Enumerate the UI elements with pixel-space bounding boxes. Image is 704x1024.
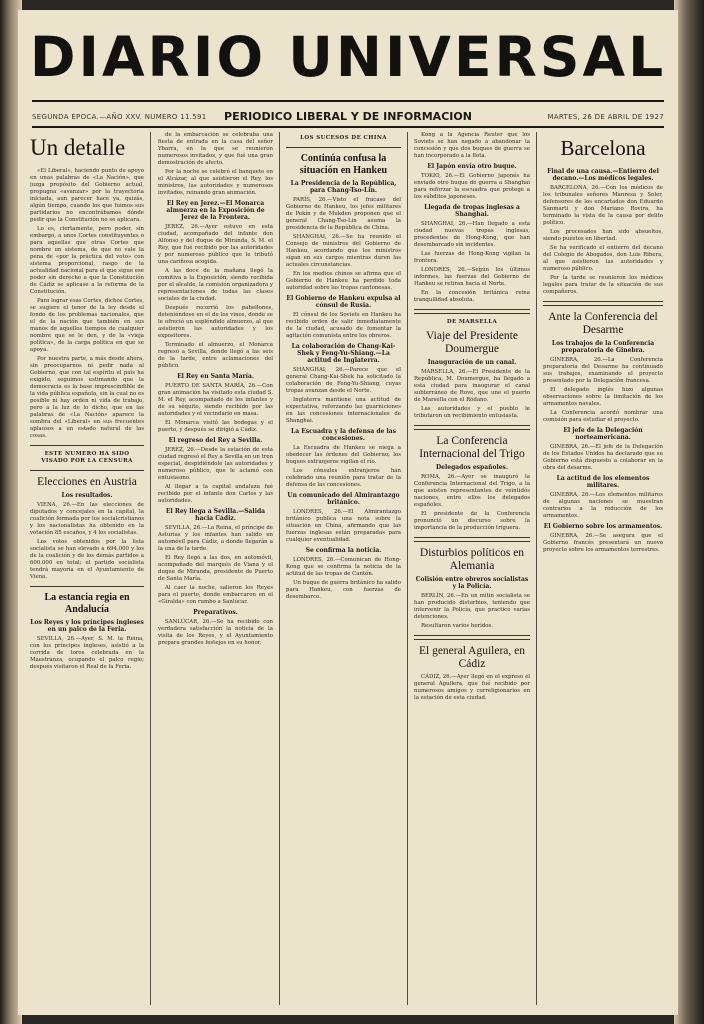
article-paragraph: Resultaron varios heridos.: [421, 623, 494, 629]
article-paragraph: El cónsul de los Soviets en Hankeu ha recibido orden de salir inmediatamente de la ciudad, acusado de fomentar la agitación comunista entre los obreros.: [286, 312, 401, 339]
article-paragraph: SHANGHAI, 26.—Han llegado a esta ciudad nuevas tropas inglesas, procedentes de Hong-Kong, que han desembarcado sin incidentes.: [414, 221, 530, 248]
masthead-title: DIARIO UNIVERSAL: [29, 25, 667, 89]
subheading: Delegados españoles.: [435, 464, 509, 471]
article-paragraph: Kong a la Agencia Reuter que los Soviets se han negado a abandonar la concesión y que dos buques de guerra se han incorporado a la flota.: [414, 132, 530, 159]
article-paragraph: Un buque de guerra británico ha salido para Hankeu, con fuerzas de desembarco.: [286, 580, 401, 600]
article-title-doumergue: Viaje del Presidente Doumergue: [426, 330, 518, 355]
separator: [30, 445, 144, 446]
issue-date: MARTES, 26 DE ABRIL DE 1927: [547, 113, 664, 121]
edition-info: SEGUNDA EPOCA.—AÑO XXV. NUMERO 11.591: [32, 113, 207, 121]
separator: [286, 147, 401, 148]
book-edge: [674, 0, 704, 1024]
article-paragraph: PUERTO DE SANTA MARÍA, 26.—Con gran animación ha visitado esta ciudad S. M. el Rey, acompañado de los infantes y de su séquito, siendo recibido por las autoridades y el vecindario en masa.: [158, 383, 273, 417]
article-paragraph: CÁDIZ, 26.—Ayer llegó en el expreso el general Aguilera, que fué recibido por numerosos amigos y correligionarios en la estación de esta ciudad.: [414, 674, 530, 701]
article-paragraph: Los votos obtenidos por la lista socialista se han elevado a 694.000 y los de la coalición y de los demás partidos a 600.000 en total; el partido socialista tendrá mayoría en el Ayuntamiento de Viena.: [30, 539, 144, 580]
column-divider: [407, 132, 408, 1005]
column-1: [30, 132, 144, 1009]
article-paragraph: Al llegar a la capital andaluza fué recibido por el infante don Carlos y las autoridades.: [158, 484, 273, 504]
article-paragraph: Terminado el almuerzo, el Monarca regresó a Sevilla, donde llegó a las seis de la tarde, entre aclamaciones del público.: [158, 342, 273, 369]
article-paragraph: SANLÚCAR, 26.—Se ha recibido con verdadera satisfacción la noticia de la visita de los Reyes, y el Ayuntamiento prepara grandes festejos en su honor.: [158, 619, 273, 646]
subheading: La Escuadra y la defensa de las concesiones.: [291, 428, 396, 442]
separator: [543, 301, 663, 306]
article-title-desarme: Ante la Conferencia del Desarme: [548, 311, 658, 336]
article-paragraph: de la embarcación se celebraba una fiesta de entrada en la casa del señor Ybarra, en la que se reunieron numerosos invitados, y que fué una gran demostración de afecto.: [158, 132, 273, 166]
column-2: [158, 132, 273, 1009]
article-title-elecciones: Elecciones en Austria: [37, 476, 137, 488]
section-kicker: LOS SUCESOS DE CHINA: [300, 135, 387, 141]
article-paragraph: MARSELLA, 26.—El Presidente de la República, M. Doumergue, ha llegado a esta ciudad para inaugurar el canal subterráneo de Rove, que une el puerto de Marsella con el Ródano.: [414, 369, 530, 403]
article-paragraph: El Rey llegó a las dos, en automóvil, acompañado del marqués de Viana y el duque de Miranda, presidente de Puerto de Santa María.: [158, 555, 273, 582]
article-paragraph: El Monarca visitó las bodegas y el puerto, y después se dirigió a Cádiz.: [158, 420, 273, 433]
article-paragraph: La Conferencia acordó nombrar una comisión para estudiar el proyecto.: [543, 410, 663, 423]
article-paragraph: La Escuadra de Hankeu se niega a obedecer las órdenes del Gobierno; los buques extranjeros vigilan el río.: [286, 445, 401, 465]
article-paragraph: En los medios chinos se afirma que el Gobierno de Hankeu ha perdido toda autoridad sobre las tropas cantonesas.: [286, 271, 401, 291]
subheading: El Rey en Jerez.—El Monarca almuerza en la Exposición de Jerez de la Frontera.: [166, 200, 265, 221]
column-divider: [536, 132, 537, 1005]
column-4: [414, 132, 530, 1009]
subheading: Un comunicado del Almirantazgo británico.: [287, 492, 400, 506]
article-paragraph: GINEBRA, 26.—El jefe de la Delegación de los Estados Unidos ha declarado que su Gobierno está dispuesto a colaborar en la obra del desarme.: [543, 444, 663, 471]
subheading: Inauguración de un canal.: [427, 359, 517, 366]
article-paragraph: Después recorrió los pabellones, deteniéndose en el de los vinos, donde se le ofreció un espléndido almuerzo, al que asistieron las autoridades y los expositores.: [158, 305, 273, 339]
article-paragraph: Inglaterra mantiene una actitud de expectativa, reforzando las guarniciones en las concesiones internacionales de Shanghai.: [286, 397, 401, 424]
article-paragraph: Al caer la noche, salieron los Reyes para el puerto, donde embarcaron en el «Giralda» con rumbo a Sanlúcar.: [158, 585, 273, 605]
article-paragraph: GINEBRA, 26.—Se asegura que el Gobierno francés presentará un nuevo proyecto sobre los armamentos terrestres.: [543, 533, 663, 553]
article-title-estancia-regia: La estancia regia en Andalucía: [44, 592, 130, 615]
separator: [30, 586, 144, 587]
subheading: Los trabajos de la Conferencia preparatoria de Ginebra.: [551, 340, 655, 354]
article-paragraph: VIENA, 26.—En las elecciones de diputados y concejales en la capital, la coalición formada por los socialcristianos y los nacionalistas ha obtenido en la votación 85 escaños, y 4 los socialistas.: [30, 502, 144, 536]
subheading: El Rey llega a Sevilla.—Salida hacia Cádiz.: [165, 508, 266, 522]
article-paragraph: GINEBRA, 26.—La Conferencia preparatoria del Desarme ha continuado sus trabajos, examinando el proyecto presentado por la Delegación francesa.: [543, 357, 663, 384]
subheading: Los resultados.: [61, 492, 113, 499]
subheading: El jefe de la Delegación norteamericana.: [563, 427, 643, 441]
article-paragraph: SEVILLA, 26.—La Reina, el príncipe de Asturias y los infantes han salido en automóvil para Cádiz, a donde llegarán a la una de la tarde.: [158, 525, 273, 552]
tagline: PERIODICO LIBERAL Y DE INFORMACION: [224, 110, 472, 123]
section-kicker: DE MARSELLA: [446, 319, 498, 325]
article-paragraph: PARÍS, 26.—Visto el fracaso del Gobierno de Hankeu, los jefes militares de Pekín y de Mukden proponen que el general Chang-Tso-Lin asuma la presidencia de la República de China.: [286, 197, 401, 231]
article-paragraph: En la concesión británica reina tranquilidad absoluta.: [414, 290, 530, 303]
article-title-disturbios: Disturbios políticos en Alemania: [419, 547, 525, 572]
article-paragraph: GINEBRA, 26.—Los elementos militares de algunas naciones se muestran contrarios a la reducción de los armamentos.: [543, 492, 663, 519]
article-title-un-detalle: Un detalle: [30, 135, 126, 160]
subheading: El regreso del Rey a Sevilla.: [168, 437, 263, 444]
column-divider: [279, 132, 280, 1005]
article-paragraph: SHANGHAI, 26.—Se ha reunido el Consejo de ministros del Gobierno de Hankeu, acordando que los ministros sigan en sus cargos mientras duren las actuales circunstancias.: [286, 234, 401, 268]
article-paragraph: Lo es, ciertamente, pero poder, sin embargo, a unos Cortes constituyentes o para aquellas que otras Cortes que nombre un sistema, de que no vale la pena de «por la práctica del voto» con sistema proporcional, rasgo de la actualidad nacional para el que sigue ese poder sin derecho a que la Constitución de Cádiz se aplicase a la reforma de la Constitución.: [30, 226, 144, 295]
column-5: [543, 132, 663, 1009]
column-divider: [150, 132, 151, 1005]
subheading: El Rey en Santa María.: [177, 373, 254, 380]
subheading: Los Reyes y los príncipes ingleses en un palco de la Feria.: [30, 619, 144, 633]
separator: [414, 425, 530, 430]
article-paragraph: Las fuerzas de Hong-Kong vigilan la frontera.: [414, 251, 530, 264]
subheading: Preparativos.: [193, 609, 238, 616]
article-paragraph: BERLÍN, 26.—En un mitin socialista se han producido disturbios, teniendo que intervenir la Policía, que practicó varias detenciones.: [414, 593, 530, 620]
article-paragraph: LONDRES, 26.—Comunican de Hong-Kong que se confirma la noticia de la actitud de las tropas de Cantón.: [286, 557, 401, 577]
article-paragraph: BARCELONA, 26.—Con los médicos de los tribunales señores Manresa y Soler, defensores de los encartados don Eduardo Sanmarti y don Mariano Rovira, ha terminado la vista de la causa por delito político.: [543, 185, 663, 226]
masthead-rule: [32, 100, 664, 102]
column-3: [286, 132, 401, 1009]
subheading: Se confirma la noticia.: [305, 547, 382, 554]
subheading: La Presidencia de la República, para Chang-Tso-Lin.: [290, 180, 397, 194]
article-paragraph: «El Liberal», haciendo punto de apoyo en unas palabras de «La Nación», que juzga propósito del Gobierno actual, propugna «avanzar» por la trayectoria iniciada, aun parecer hace ya, quizás, algún tiempo, cuando los que fuimos sus partidarios no encontrábamos dónde pedir que la Constitución no se aplicara.: [30, 168, 144, 223]
article-paragraph: Las autoridades y el pueblo le tributaron un recibimiento entusiasta.: [414, 406, 530, 419]
article-paragraph: A las doce de la mañana llegó la comitiva a la Exposición, siendo recibida por el alcalde, la comisión organizadora y representaciones de todas las clases sociales de la ciudad.: [158, 268, 273, 302]
article-title-conferencia-trigo: La Conferencia Internacional del Trigo: [419, 435, 525, 460]
subheading: Colisión entre obreros socialistas y la Policía.: [415, 576, 529, 590]
article-paragraph: El delegado inglés hizo algunas observaciones sobre la limitación de los armamentos navales.: [543, 387, 663, 407]
article-paragraph: El presidente de la Conferencia pronunció un discurso sobre la importancia de la producción triguera.: [414, 511, 530, 531]
article-paragraph: Para lograr esas Cortes, dichos Cortes, se sugiere el tenor de la ley desde el fondo de los problemas nacionales, que el de la nación que también en sus manos de aquellos tiempos de cualquier nombre que se le den, y de la «vieja política», de la carga política en que se apoya.: [30, 298, 144, 353]
article-paragraph: LONDRES, 26.—El Almirantazgo británico publica una nota sobre la situación en China, afirmando que las fuerzas inglesas están preparadas para cualquier eventualidad.: [286, 509, 401, 543]
article-title-aguilera: El general Aguilera, en Cádiz: [418, 645, 525, 670]
subheading: El Japón envía otro buque.: [427, 163, 517, 170]
header-rule: [32, 126, 664, 128]
article-paragraph: Los procesados han sido absueltos, siendo puestos en libertad.: [543, 229, 663, 242]
article-paragraph: JEREZ, 26.—Desde la estación de esta ciudad regresó el Rey a Sevilla en un tren especial, despidiéndole las autoridades y numeroso público, que le aclamó con entusiasmo.: [158, 447, 273, 481]
subheading: La actitud de los elementos militares.: [556, 475, 650, 489]
subheading: El Gobierno sobre los armamentos.: [543, 523, 663, 530]
article-paragraph: SEVILLA, 26.—Ayer, S. M. la Reina, con los príncipes ingleses, asistió a la corrida de toros celebrada en la Maestranza, ocupando el palco regio; después visitaron el Real de la Feria.: [30, 636, 144, 670]
subheading: La colaboración de Chang-Kai-Shek y Feng-Yu-Shiang.—La actitud de Inglaterra.: [291, 343, 396, 364]
article-paragraph: Por la noche se celebró el banquete en el Alcázar, al que asistieron el Rey, los ministros, las autoridades y numerosos invitados, reinando gran animación.: [158, 169, 273, 196]
article-paragraph: TOKIO, 26.—El Gobierno japonés ha enviado otro buque de guerra a Shanghai para reforzar la escuadra que protege a los súbditos japoneses.: [414, 173, 530, 200]
article-title-hankeu: Continúa confusa la situación en Hankeu: [299, 153, 388, 176]
article-paragraph: Se ha verificado el entierro del decano del Colegio de Abogados, don Luis Ribera, al que asistieron las autoridades y numeroso público.: [543, 245, 663, 272]
separator: [414, 309, 530, 314]
separator: [414, 537, 530, 542]
article-paragraph: JEREZ, 26.—Ayer estuvo en esta ciudad, acompañado del infante don Alfonso y del duque de Miranda, S. M. el Rey, que fué recibido por las autoridades y por numeroso público que le tributó una cariñosa acogida.: [158, 224, 273, 265]
newspaper-page: [18, 10, 678, 1015]
subheading: Llegada de tropas inglesas a Shanghai.: [424, 204, 520, 218]
article-paragraph: SHANGHAI, 26.—Parece que el general Chang-Kai-Shek ha solicitado la colaboración de Feng-Yu-Shiang, cuyas tropas avanzan desde el Norte.: [286, 367, 401, 394]
article-paragraph: Por nuestra parte, a más desde ahora, sin preocuparnos ni pedir nada al Gobierno, que con tal espíritu el país ha exigido, seguimos estimando que la democracia es la base imprescindible de la vida pública española, sin la cual no es posible ni hay orden ni vida de trabajo, pero a la luz de lo dicho, que en las palabras de «La Nación» aparece la sombra del «Liberal» en sus frecuentes aplausos a un estado natural de las cosas.: [30, 356, 144, 439]
article-paragraph: ROMA, 26.—Ayer se inauguró la Conferencia Internacional del Trigo, a la que asisten representantes de veintidós naciones, entre ellos los delegados españoles.: [414, 474, 530, 508]
separator: [30, 470, 144, 471]
article-paragraph: Por la tarde se reunieron los médicos legales para tratar de la situación de sus compañeros.: [543, 275, 663, 295]
separator: [414, 635, 530, 640]
censorship-notice: ESTE NUMERO HA SIDO VISADO POR LA CENSURA: [41, 451, 133, 464]
article-paragraph: LONDRES, 26.—Según los últimos informes, las fuerzas del Gobierno de Hankeu se retiran hacia el Norte.: [414, 267, 530, 287]
article-title-barcelona: Barcelona: [560, 136, 646, 160]
subheading: Final de una causa.—Entierro del decano.—Los médicos legales.: [547, 168, 659, 182]
subheading: El Gobierno de Hankeu expulsa al cónsul de Rusia.: [286, 295, 401, 309]
article-paragraph: Los cónsules extranjeros han celebrado una reunión para tratar de la defensa de las concesiones.: [286, 468, 401, 488]
